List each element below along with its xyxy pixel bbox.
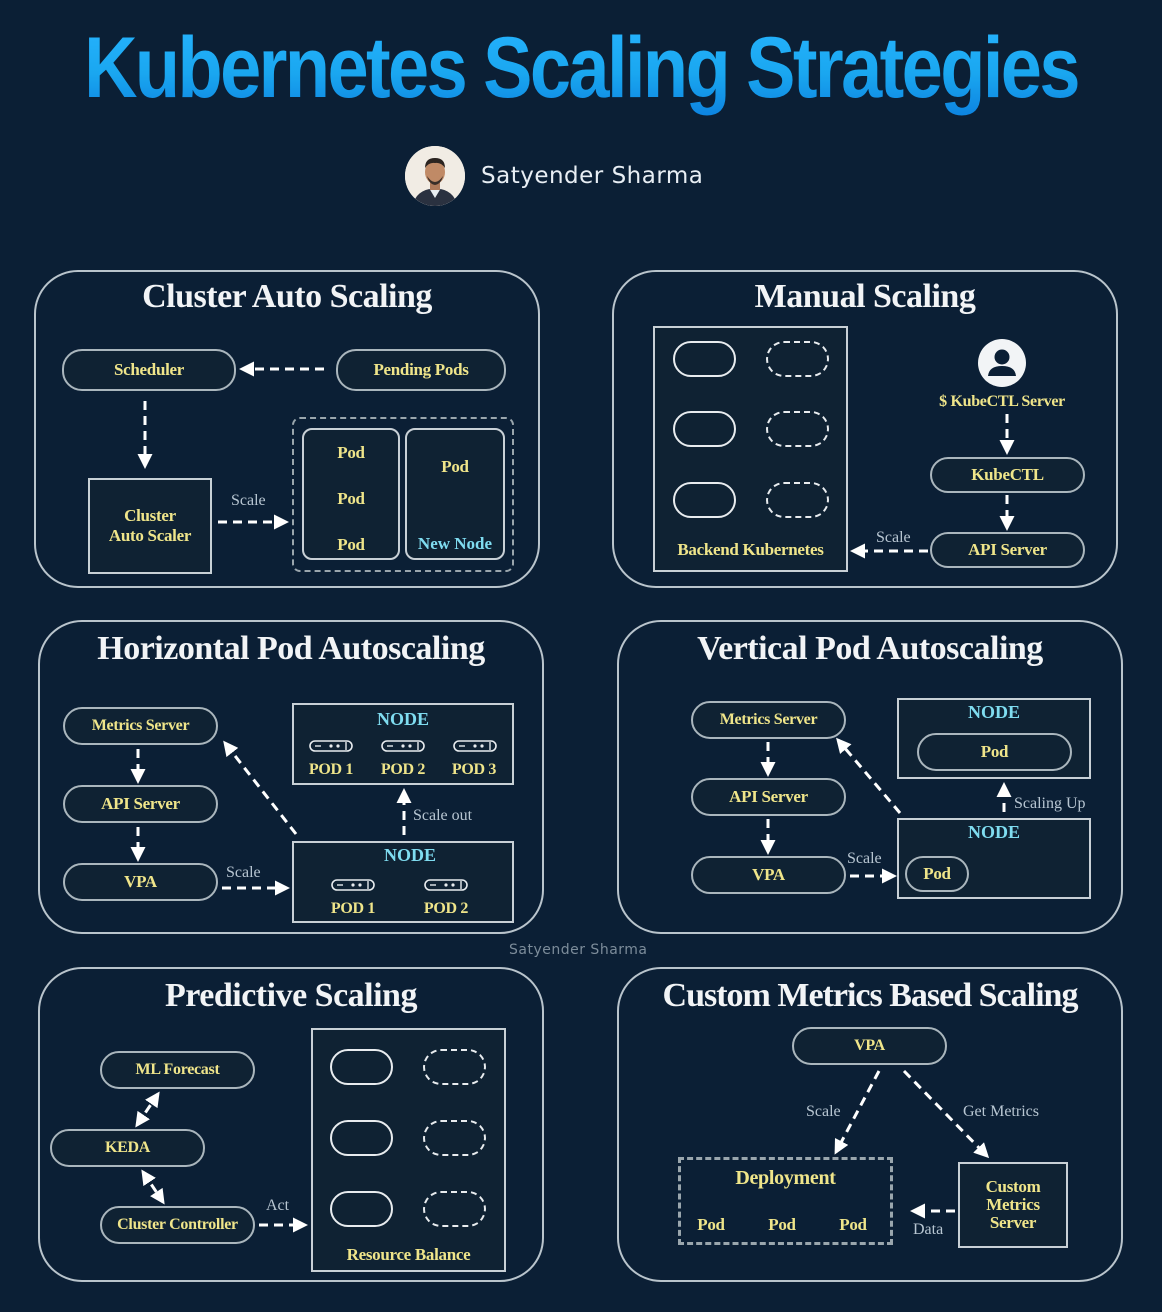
kubectl-node: KubeCTL xyxy=(930,457,1085,493)
panel-title-hpa: Horizontal Pod Autoscaling xyxy=(97,630,485,667)
cms-line2: Metrics xyxy=(986,1195,1040,1214)
cluster-pod-new: Pod xyxy=(441,457,469,476)
hpa-top-pod2: POD 2 xyxy=(380,761,426,778)
watermark: Satyender Sharma xyxy=(509,942,648,958)
backend-kubernetes-label: Backend Kubernetes xyxy=(677,540,824,559)
cluster-new-node-label: New Node xyxy=(417,534,493,553)
hpa-metrics-server: Metrics Server xyxy=(63,707,218,745)
arrow-hpa-node-to-metrics xyxy=(225,743,296,834)
resource-balance-label: Resource Balance xyxy=(346,1245,471,1264)
panel-title-custom: Custom Metrics Based Scaling xyxy=(662,977,1078,1014)
hpa-api-server: API Server xyxy=(63,785,218,823)
hpa-top-pod3: POD 3 xyxy=(451,761,497,778)
autoscaler-label-line2: Auto Scaler xyxy=(108,526,192,545)
hpa-scale-label: Scale xyxy=(226,864,261,881)
hpa-top-pod3-icon xyxy=(454,741,496,751)
deployment-label: Deployment xyxy=(735,1167,836,1189)
custom-scale-label: Scale xyxy=(806,1103,841,1120)
cluster-scale-label: Scale xyxy=(231,492,266,509)
hpa-top-pod1: POD 1 xyxy=(308,761,354,778)
hpa-bottom-pod1: POD 1 xyxy=(330,900,376,917)
hpa-top-pod1-icon xyxy=(310,741,352,751)
deployment-pod-2: Pod xyxy=(768,1215,796,1234)
vpa-scale-label: Scale xyxy=(847,850,882,867)
api-server-node: API Server xyxy=(930,532,1085,568)
vpa-node-bottom-label: NODE xyxy=(967,822,1020,842)
custom-get-metrics-label: Get Metrics xyxy=(963,1103,1039,1120)
cluster-controller-node: Cluster Controller xyxy=(100,1206,255,1244)
hpa-node-top-label: NODE xyxy=(376,709,429,729)
cms-line3: Server xyxy=(989,1213,1037,1232)
hpa-scale-out-label: Scale out xyxy=(413,807,473,824)
arrow-custom-vpa-to-metrics xyxy=(904,1071,987,1156)
vpa-metrics-server: Metrics Server xyxy=(691,701,846,739)
custom-vpa-node: VPA xyxy=(792,1027,947,1065)
arrow-keda-ml-forecast xyxy=(137,1094,158,1125)
vpa-pod-small: Pod xyxy=(905,856,969,892)
page-title: Kubernetes Scaling Strategies xyxy=(81,18,1080,118)
hpa-top-pod2-icon xyxy=(382,741,424,751)
ml-forecast-node: ML Forecast xyxy=(100,1051,255,1089)
author-name: Satyender Sharma xyxy=(481,163,704,189)
deployment-pod-3: Pod xyxy=(839,1215,867,1234)
custom-data-label: Data xyxy=(913,1221,944,1238)
panel-title-cluster: Cluster Auto Scaling xyxy=(142,278,432,315)
kubectl-server-label: $ KubeCTL Server xyxy=(939,393,1065,410)
cluster-pod-1: Pod xyxy=(337,443,365,462)
cms-line1: Custom xyxy=(985,1177,1041,1196)
pending-pods-node: Pending Pods xyxy=(336,349,506,391)
panel-title-vpa: Vertical Pod Autoscaling xyxy=(697,630,1043,667)
panel-title-manual: Manual Scaling xyxy=(754,278,976,315)
hpa-vpa: VPA xyxy=(63,863,218,901)
keda-node: KEDA xyxy=(50,1129,205,1167)
deployment-pod-1: Pod xyxy=(697,1215,725,1234)
vpa-node-top-label: NODE xyxy=(967,702,1020,722)
hpa-bottom-pod1-icon xyxy=(332,880,374,890)
panel-title-predictive: Predictive Scaling xyxy=(165,977,417,1014)
manual-scale-label: Scale xyxy=(876,529,911,546)
predictive-act-label: Act xyxy=(266,1197,290,1214)
vpa-pod-large: Pod xyxy=(917,733,1072,771)
arrow-vpa-node-to-metrics xyxy=(838,740,900,813)
cluster-pod-2: Pod xyxy=(337,489,365,508)
arrow-keda-controller xyxy=(143,1172,163,1202)
cluster-pod-3: Pod xyxy=(337,535,365,554)
hpa-bottom-pod2-icon xyxy=(425,880,467,890)
hpa-bottom-pod2: POD 2 xyxy=(423,900,469,917)
vpa-scaling-up-label: Scaling Up xyxy=(1014,795,1086,812)
hpa-node-bottom-label: NODE xyxy=(383,845,436,865)
vpa-api-server: API Server xyxy=(691,778,846,816)
autoscaler-label-line1: Cluster xyxy=(124,506,176,525)
vpa-vpa-node: VPA xyxy=(691,856,846,894)
scheduler-node: Scheduler xyxy=(62,349,236,391)
arrow-custom-vpa-to-deployment xyxy=(836,1071,879,1152)
